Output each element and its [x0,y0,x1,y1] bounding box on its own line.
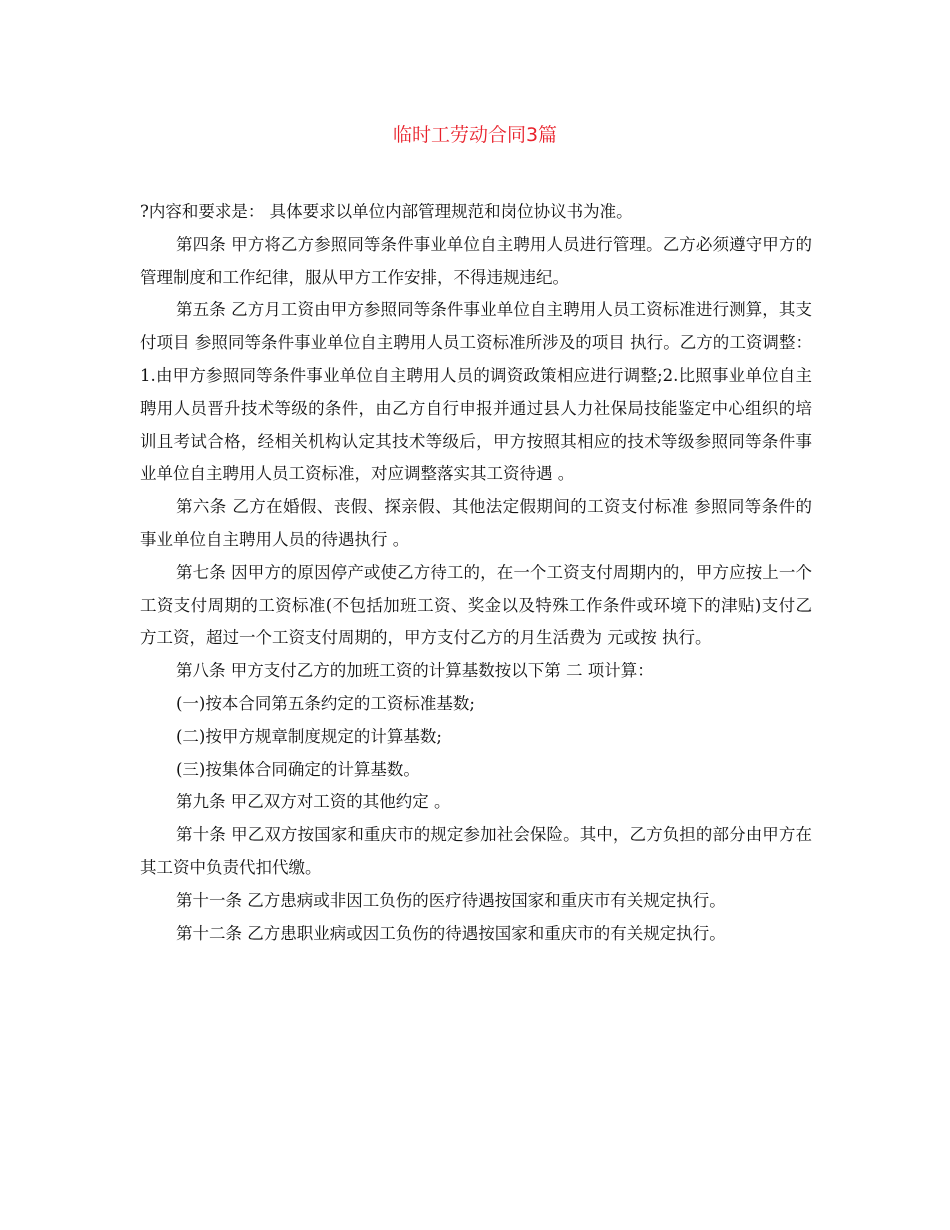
list-item-3: (三)按集体合同确定的计算基数。 [176,759,420,779]
paragraph-article-12: 第十二条 乙方患职业病或因工负伤的待遇按国家和重庆市的有关规定执行。 [176,923,726,943]
list-item-2: (二)按甲方规章制度规定的计算基数; [176,726,442,746]
document-title: 临时工劳动合同3篇 [392,124,558,146]
document-body [140,196,812,950]
paragraph-article-11: 第十一条 乙方患病或非因工负伤的医疗待遇按国家和重庆市有关规定执行。 [176,890,726,910]
paragraph-article-5: 第五条 乙方月工资由甲方参照同等条件事业单位自主聘用人员工资标准进行测算，其支付项目 参照同等条件事业单位自主聘用人员工资标准所涉及的项目 执行。乙方的工资调整： 1.由甲方参照同等条件事业单位自主聘用人员的调资政策相应进行调整;2.比照事业单位自主聘用人员晋升技术等级的条件，由乙方自行申报并通过县人力社保局技能鉴定中心组织的培训且考试合格，经相关机构认定其技术等级后，甲方按照其相应的技术等级参照同等条件事业单位自主聘用人员工资标准，对应调整落实其工资待遇 。 [140,300,812,484]
paragraph-article-9: 第九条 甲乙双方对工资的其他约定 。 [176,792,451,812]
paragraph-intro: ?内容和要求是： 具体要求以单位内部管理规范和岗位协议书为准。 [140,202,633,221]
paragraph-article-4: 第四条 甲方将乙方参照同等条件事业单位自主聘用人员进行管理。乙方必须遵守甲方的管理制度和工作纪律，服从甲方工作安排，不得违规违纪。 [140,234,812,287]
list-item-1: (一)按本合同第五条约定的工资标准基数; [176,693,475,713]
paragraph-article-7: 第七条 因甲方的原因停产或使乙方待工的，在一个工资支付周期内的，甲方应按上一个工资支付周期的工资标准(不包括加班工资、奖金以及特殊工作条件或环境下的津贴)支付乙方工资，超过一个工资支付周期的，甲方支付乙方的月生活费为 元或按 执行。 [140,562,812,648]
paragraph-article-10: 第十条 甲乙双方按国家和重庆市的规定参加社会保险。其中，乙方负担的部分由甲方在其工资中负责代扣代缴。 [140,825,812,877]
paragraph-article-6: 第六条 乙方在婚假、丧假、探亲假、其他法定假期间的工资支付标准 参照同等条件的事业单位自主聘用人员的待遇执行 。 [140,497,812,549]
paragraph-article-8: 第八条 甲方支付乙方的加班工资的计算基数按以下第 二 项计算： [176,661,654,681]
